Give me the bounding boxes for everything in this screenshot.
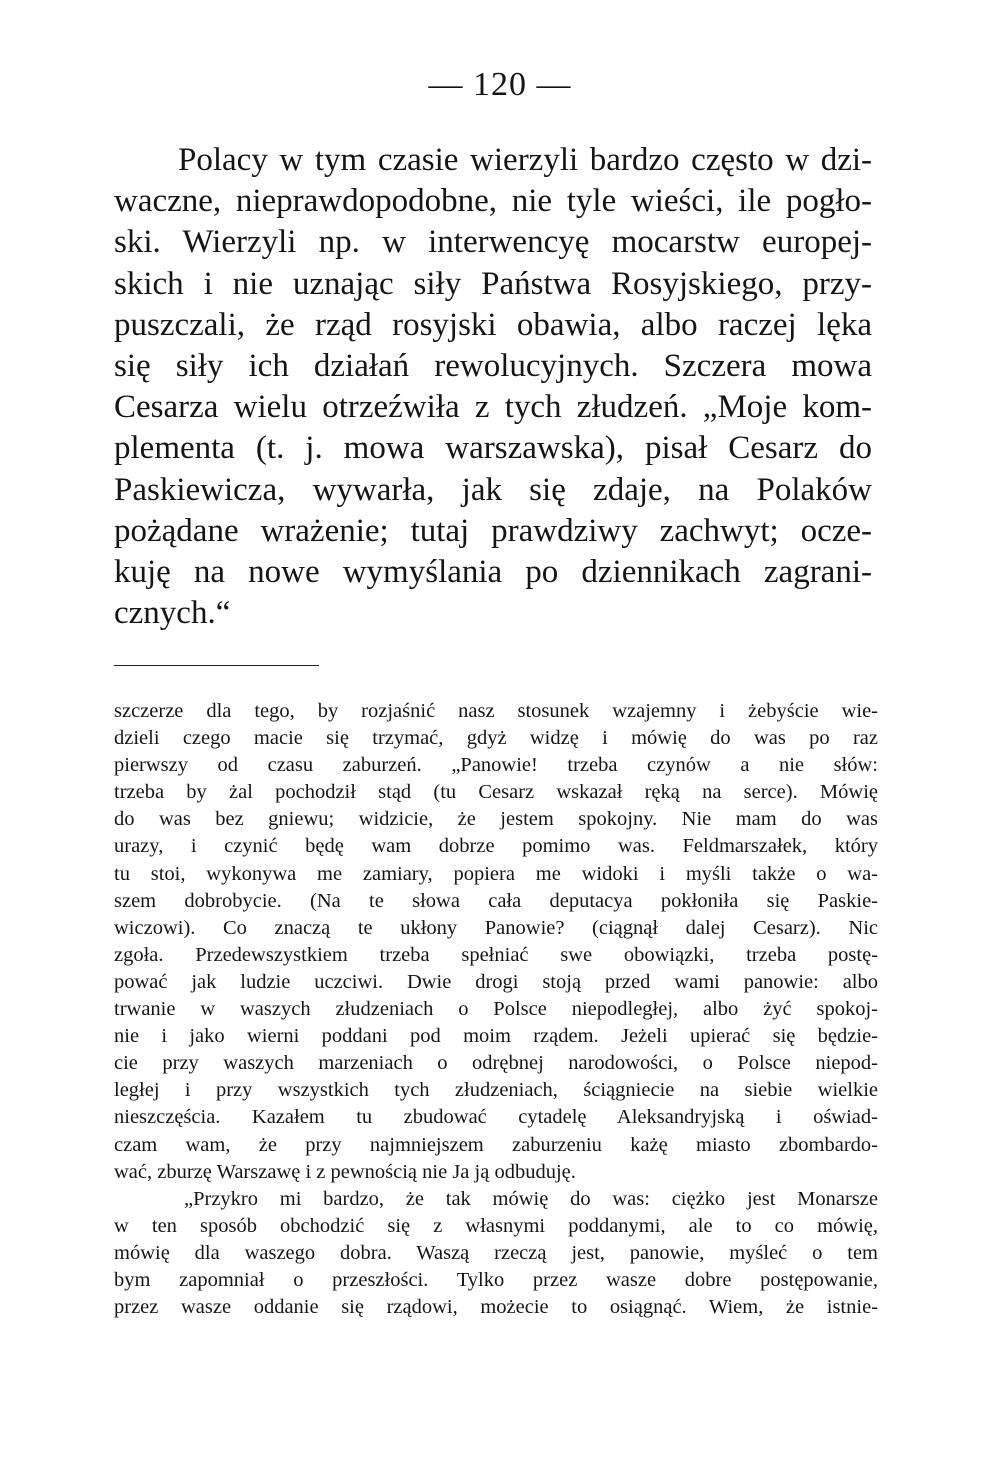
footnote-line: mówię dla waszego dobra. Waszą rzeczą jest, panowie, myśleć o tem	[114, 1241, 878, 1264]
footnote-line: bym zapomniał o przeszłości. Tylko przez wasze dobre postępowanie,	[114, 1268, 878, 1291]
footnote-line: trwanie w waszych złudzeniach o Polsce niepodległej, albo żyć spokoj-	[114, 998, 878, 1021]
text-line: Paskiewicza, wywarła, jak się zdaje, na Polaków	[114, 471, 872, 508]
text-line: waczne, nieprawdopodobne, nie tyle wieści, ile pogło-	[114, 183, 872, 220]
footnote-line: szem dobrobycie. (Na te słowa cała deputacya pokłoniła się Paskie-	[114, 889, 878, 912]
footnote-line: pować jak ludzie uczciwi. Dwie drogi stoją przed wami panowie: albo	[114, 970, 878, 993]
footnote-line: nieszczęścia. Kazałem tu zbudować cytadelę Aleksandryjską i oświad-	[114, 1106, 878, 1129]
footnote-line: w ten sposób obchodzić się z własnymi poddanymi, ale to co mówię,	[114, 1214, 878, 1237]
text-line: pożądane wrażenie; tutaj prawdziwy zachwyt; ocze-	[114, 512, 872, 549]
footnote-line: przez wasze oddanie się rządowi, możecie to osiągnąć. Wiem, że istnie-	[114, 1296, 878, 1319]
footnote-line: pierwszy od czasu zaburzeń. „Panowie! trzeba czynów a nie słów:	[114, 754, 878, 777]
text-line: skich i nie uznając siły Państwa Rosyjskiego, przy-	[114, 265, 872, 302]
footnote	[114, 698, 878, 1321]
page-number: — 120 —	[428, 66, 572, 103]
main-paragraph	[114, 140, 872, 634]
footnote-line: trzeba by żal pochodził stąd (tu Cesarz wskazał ręką na serce). Mówię	[114, 781, 878, 804]
footnote-line: „Przykro mi bardzo, że tak mówię do was: ciężko jest Monarsze	[184, 1187, 878, 1210]
text-line: Polacy w tym czasie wierzyli bardzo często w dzi-	[178, 142, 872, 178]
footnote-line: ległej i przy wszystkich tych złudzeniach, ściągniecie na siebie wielkie	[114, 1079, 878, 1102]
footnote-line: nie i jako wierni poddani pod moim rządem. Jeżeli upierać się będzie-	[114, 1025, 878, 1048]
footnote-line: zgoła. Przedewszystkiem trzeba spełniać swe obowiązki, trzeba postę-	[114, 943, 878, 966]
text-line: ski. Wierzyli np. w interwencyę mocarstw europej-	[114, 224, 872, 261]
text-line: kuję na nowe wymyślania po dziennikach zagrani-	[114, 554, 872, 591]
footnote-line: czam wam, że przy najmniejszem zaburzeniu każę miasto zbombardo-	[114, 1133, 878, 1156]
footnote-line: szczerze dla tego, by rozjaśnić nasz stosunek wzajemny i żebyście wie-	[114, 700, 878, 722]
footnote-divider	[114, 665, 319, 666]
footnote-line: cie przy waszych marzeniach o odrębnej narodowości, o Polsce niepod-	[114, 1052, 878, 1075]
footnote-line: do was bez gniewu; widzicie, że jestem spokojny. Nie mam do was	[114, 808, 878, 831]
text-line: Cesarza wielu otrzeźwiła z tych złudzeń. „Moje kom-	[114, 389, 872, 426]
text-line: puszczali, że rząd rosyjski obawia, albo raczej lęka	[114, 306, 872, 343]
footnote-line: wać, zburzę Warszawę i z pewnością nie Ja ją odbuduję.	[114, 1160, 576, 1183]
footnote-line: tu stoi, wykonywa me zamiary, popiera me widoki i myśli także o wa-	[114, 862, 878, 885]
text-line: cznych.“	[114, 595, 231, 632]
footnote-line: dzieli czego macie się trzymać, gdyż widzę i mówię do was po raz	[114, 727, 878, 750]
text-line: plementa (t. j. mowa warszawska), pisał Cesarz do	[114, 430, 872, 467]
text-line: się siły ich działań rewolucyjnych. Szczera mowa	[114, 348, 872, 385]
footnote-line: wiczowi). Co znaczą te ukłony Panowie? (ciągnął dalej Cesarz). Nic	[114, 916, 878, 939]
footnote-line: urazy, i czynić będę wam dobrze pomimo was. Feldmarszałek, który	[114, 835, 878, 858]
